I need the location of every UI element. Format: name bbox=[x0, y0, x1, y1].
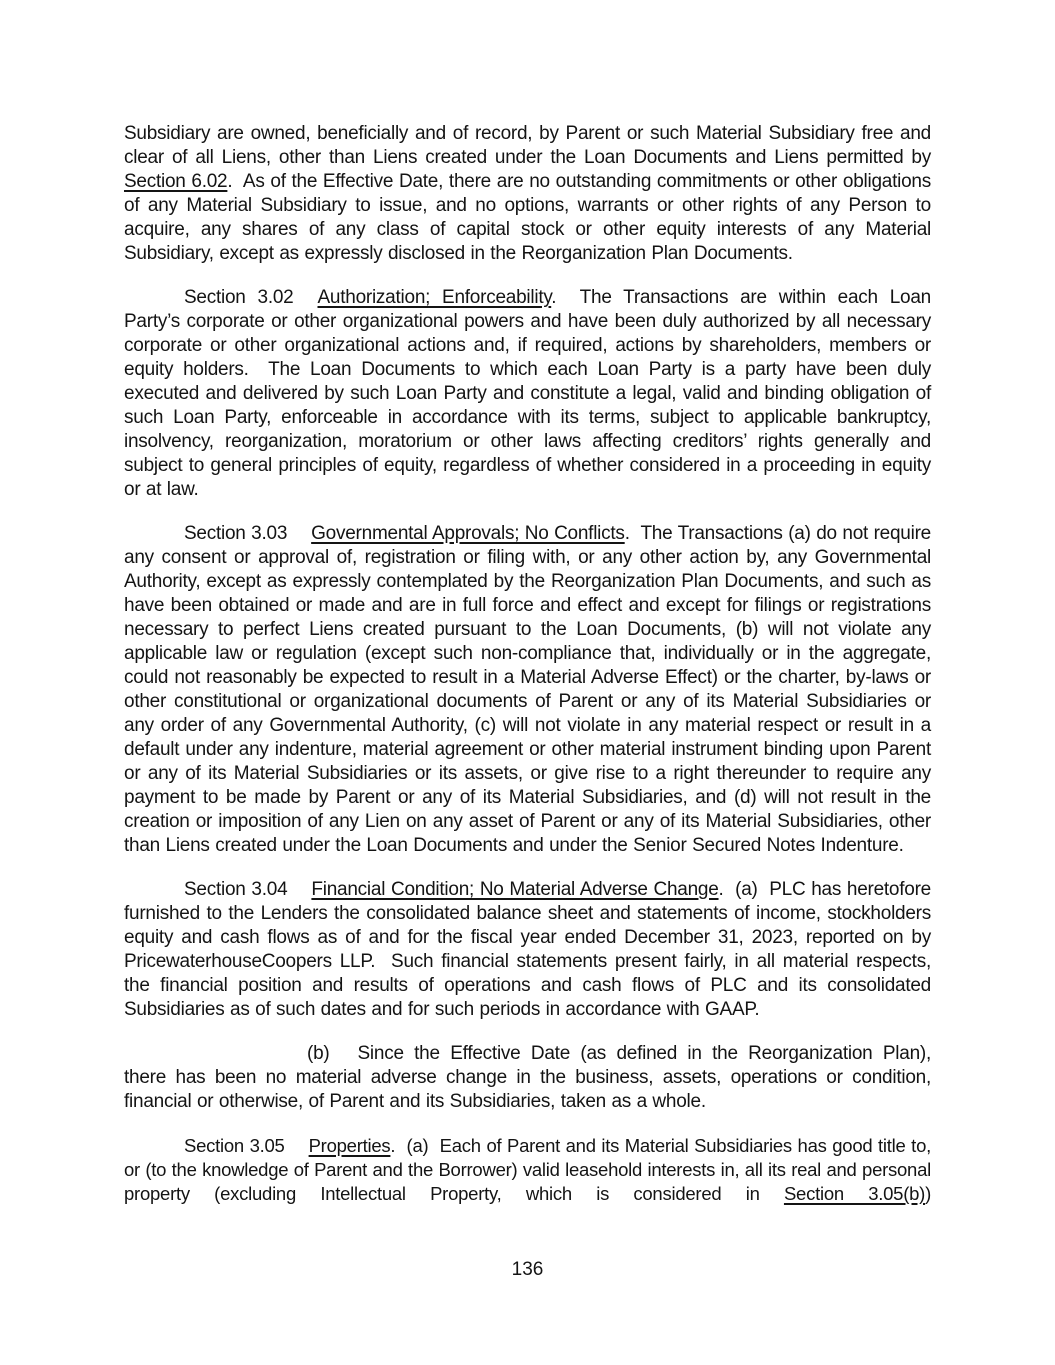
underlined-text: Governmental Approvals; No Conflicts bbox=[311, 523, 625, 544]
tab-spacer bbox=[287, 894, 311, 895]
text-segment: (b) bbox=[307, 1043, 330, 1064]
paragraph-section-3-05-properties bbox=[124, 1134, 931, 1206]
text-segment: Section 3.03 bbox=[184, 523, 288, 544]
paragraph-section-3-02-authorization-enforceability bbox=[124, 286, 931, 502]
text-segment: Section 3.02 bbox=[184, 287, 294, 308]
text-segment: Section 3.05 bbox=[184, 1135, 285, 1156]
tab-spacer bbox=[329, 1058, 357, 1059]
text-segment: Section 3.04 bbox=[184, 879, 288, 900]
tab-spacer bbox=[287, 538, 311, 539]
text-segment: Subsidiary are owned, beneficially and of record, by Parent or such Material Subsidiary free and clear of all Liens, other than Liens created under the Loan Documents and Liens permitted by bbox=[124, 123, 931, 168]
tab-spacer bbox=[285, 1151, 309, 1152]
text-segment: . As of the Effective Date, there are no outstanding commitments or other obligations of any Material Subsidiary to issue, and no options, warrants or other rights of any Person to acquire, any shares of any class of capital stock or other equity interests of any Material Subsidiary, except as expressly disclosed in the Reorganization Plan Documents. bbox=[124, 171, 931, 264]
paragraph-section-3-04-financial-condition bbox=[124, 878, 931, 1022]
text-segment: ) bbox=[925, 1183, 932, 1204]
underlined-text: Properties bbox=[308, 1135, 391, 1156]
underlined-text: Authorization; Enforceability bbox=[317, 287, 552, 308]
tab-spacer bbox=[293, 302, 317, 303]
text-segment: . (a) PLC has heretofore furnished to the Lenders the consolidated balance sheet and statements of income, stockholders equity and cash flows as of and for the fiscal year ended December 31, 2023, reported on by PricewaterhouseCoopers LLP. Such financial statements present fairly, in all material respects, the financial position and results of operations and cash flows of PLC and its consolidated Subsidiaries as of such dates and for such periods in accordance with GAAP. bbox=[124, 879, 931, 1020]
paragraph-section-3-04-b bbox=[124, 1042, 931, 1114]
underlined-text: Section 3.05(b) bbox=[783, 1183, 926, 1204]
text-segment: . (a) Each of Parent and its Material Subsidiaries has good title to, or (to the knowledge of Parent and the Borrower) valid leasehold interests in, all its real and personal property (excluding Intellectual Property, which is considered in bbox=[124, 1135, 931, 1204]
paragraph-3-01-continuation bbox=[124, 122, 931, 266]
text-segment: . The Transactions (a) do not require any consent or approval of, registration or filing with, or any other action by, any Governmental Authority, except as expressly contemplated by the Reorganization Plan Documents, and such as have been obtained or made and are in full force and effect and except for filings or registrations necessary to perfect Liens created pursuant to the Loan Documents, (b) will not violate any applicable law or regulation (except such non-compliance that, individually or in the aggregate, could not reasonably be expected to result in a Material Adverse Effect) or the charter, by-laws or other constitutional or organizational documents of Parent or any of its Material Subsidiaries or any order of any Governmental Authority, (c) will not violate in any material respect or result in a default under any indenture, material agreement or other material instrument binding upon Parent or any of its Material Subsidiaries or its assets, or give rise to a right thereunder to require any payment to be made by Parent or any of its Material Subsidiaries, and (d) will not result in the creation or imposition of any Lien on any asset of Parent or any of its Material Subsidiaries, other than Liens created under the Loan Documents and under the Senior Secured Notes Indenture. bbox=[124, 523, 931, 856]
text-segment: Since the Effective Date (as defined in the Reorganization Plan), there has been no material adverse change in the business, assets, operations or condition, financial or otherwise, of Parent and its Subsidiaries, taken as a whole. bbox=[124, 1043, 931, 1112]
underlined-text: Financial Condition; No Material Adverse Change bbox=[311, 879, 719, 900]
text-segment: . The Transactions are within each Loan Party’s corporate or other organizational powers and have been duly authorized by all necessary corporate or other organizational actions and, if required, actions by shareholders, members or equity holders. The Loan Documents to which each Loan Party is a party have been duly executed and delivered by such Loan Party and constitute a legal, valid and binding obligation of such Loan Party, enforceable in accordance with its terms, subject to applicable bankruptcy, insolvency, reorganization, moratorium or other laws affecting creditors’ rights generally and subject to general principles of equity, regardless of whether considered in a proceeding in equity or at law. bbox=[124, 287, 931, 500]
paragraph-section-3-03-governmental-approvals-no-conflicts bbox=[124, 522, 931, 858]
page-number: 136 bbox=[511, 1259, 544, 1280]
underlined-text: Section 6.02 bbox=[124, 171, 228, 192]
